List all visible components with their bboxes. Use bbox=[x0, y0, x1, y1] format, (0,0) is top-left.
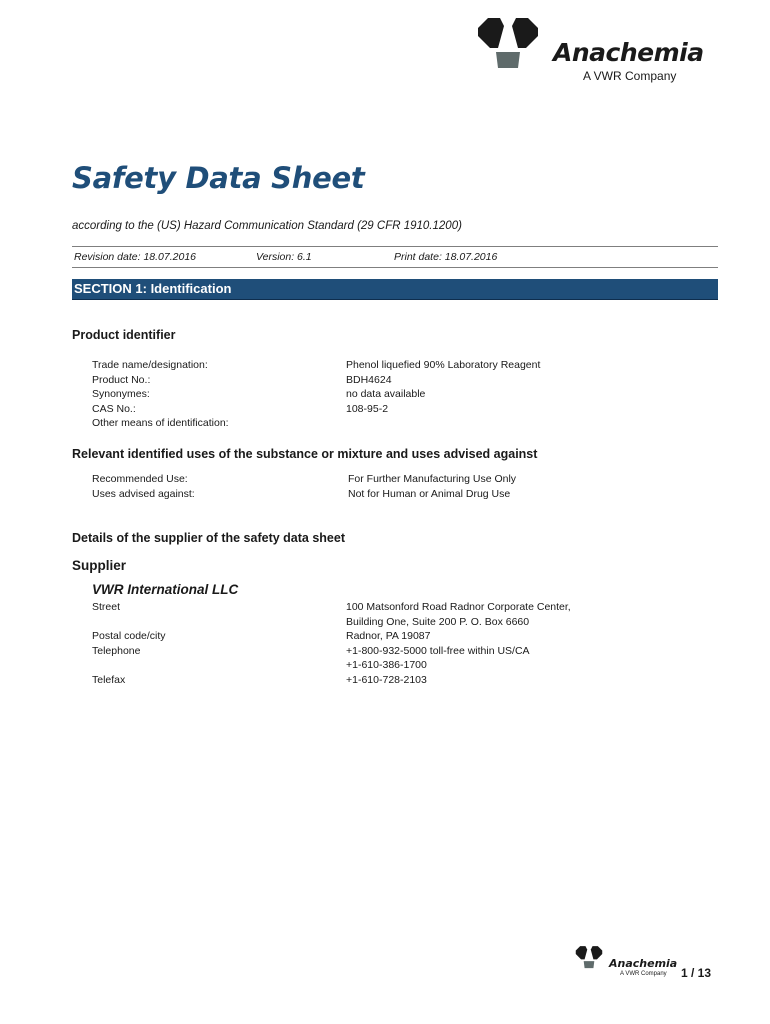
page-number: 1 / 13 bbox=[681, 966, 712, 980]
trade-name-value: Phenol liquefied 90% Laboratory Reagent bbox=[346, 359, 541, 371]
synonymes-label: Synonymes: bbox=[92, 388, 150, 400]
print-date: Print date: 18.07.2016 bbox=[394, 251, 498, 263]
uses-heading: Relevant identified uses of the substance or mixture and uses advised against bbox=[72, 447, 538, 461]
footer-logo-tagline: A VWR Company bbox=[620, 971, 667, 977]
synonymes-value: no data available bbox=[346, 388, 426, 400]
telefax-label: Telefax bbox=[92, 674, 126, 686]
logo-name: Anachemia bbox=[553, 38, 704, 67]
street-label: Street bbox=[92, 601, 121, 613]
supplier-company-name: VWR International LLC bbox=[92, 582, 239, 597]
other-means-label: Other means of identification: bbox=[92, 417, 229, 429]
telephone-value-line2: +1-610-386-1700 bbox=[346, 659, 427, 671]
telephone-value-line1: +1-800-932-5000 toll-free within US/CA bbox=[346, 645, 530, 657]
logo-tagline: A VWR Company bbox=[583, 69, 677, 83]
uses-advised-against-label: Uses advised against: bbox=[92, 488, 195, 500]
divider-bottom bbox=[72, 267, 718, 268]
street-value-line2: Building One, Suite 200 P. O. Box 6660 bbox=[346, 616, 530, 628]
anachemia-logo-icon bbox=[474, 18, 542, 72]
postal-code-label: Postal code/city bbox=[92, 630, 166, 642]
telephone-label: Telephone bbox=[92, 645, 141, 657]
revision-date: Revision date: 18.07.2016 bbox=[74, 251, 197, 263]
uses-advised-against-value: Not for Human or Animal Drug Use bbox=[348, 488, 511, 500]
footer-logo-name: Anachemia bbox=[609, 957, 678, 970]
document-subtitle: according to the (US) Hazard Communication Standard (29 CFR 1910.1200) bbox=[72, 220, 462, 232]
product-identifier-heading: Product identifier bbox=[72, 328, 176, 342]
version: Version: 6.1 bbox=[256, 251, 312, 263]
section-1-title: SECTION 1: Identification bbox=[74, 281, 232, 296]
recommended-use-value: For Further Manufacturing Use Only bbox=[348, 473, 517, 485]
cas-no-value: 108-95-2 bbox=[346, 403, 389, 415]
cas-no-label: CAS No.: bbox=[92, 403, 136, 415]
divider-top bbox=[72, 246, 718, 247]
telefax-value: +1-610-728-2103 bbox=[346, 674, 427, 686]
document-title: Safety Data Sheet bbox=[72, 161, 365, 195]
footer-logo-icon bbox=[574, 946, 604, 970]
trade-name-label: Trade name/designation: bbox=[92, 359, 208, 371]
supplier-details-heading: Details of the supplier of the safety data sheet bbox=[72, 531, 345, 545]
section-1-header bbox=[72, 279, 718, 300]
supplier-heading: Supplier bbox=[72, 558, 127, 573]
product-no-label: Product No.: bbox=[92, 374, 151, 386]
postal-code-value: Radnor, PA 19087 bbox=[346, 630, 431, 642]
street-value-line1: 100 Matsonford Road Radnor Corporate Center, bbox=[346, 601, 571, 613]
recommended-use-label: Recommended Use: bbox=[92, 473, 188, 485]
product-no-value: BDH4624 bbox=[346, 374, 392, 386]
